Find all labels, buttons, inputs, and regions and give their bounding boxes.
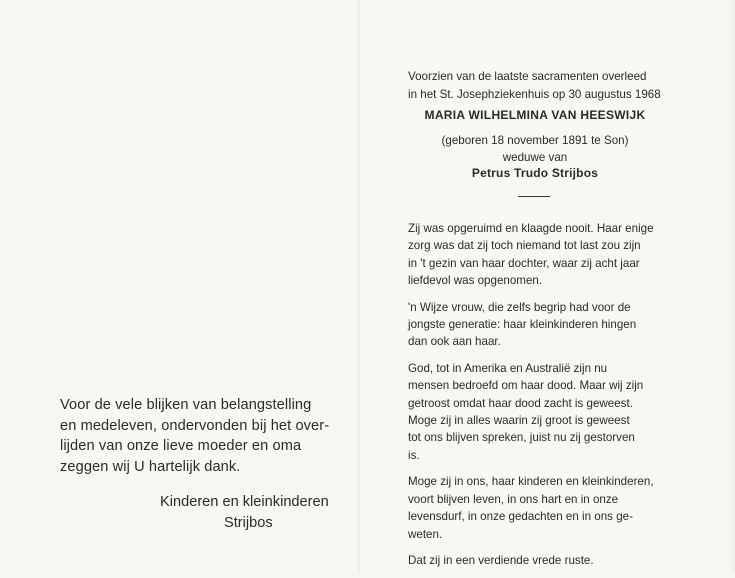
intro-line: in het St. Josephziekenhuis op 30 augustus 1968	[408, 87, 661, 101]
thanks-line: zeggen wij U hartelijk dank.	[60, 458, 241, 475]
tribute-paragraph	[408, 299, 720, 351]
tribute-line: Zij was opgeruimd en klaagde nooit. Haar enige	[408, 222, 654, 235]
tribute-line: jongste generatie: haar kleinkinderen hingen	[408, 318, 637, 332]
tribute-line: getroost omdat haar dood zacht is geweest.	[408, 396, 633, 410]
tribute-text	[408, 220, 720, 578]
birth-line: (geboren 18 november 1891 te Son)	[441, 134, 629, 147]
tribute-line: weten.	[408, 527, 443, 541]
tribute-line: 'n Wijze vrouw, die zelfs begrip had voor de	[408, 300, 631, 314]
tribute-paragraph	[408, 473, 720, 543]
tribute-line: levensdurf, in onze gedachten en in ons ge-	[408, 510, 633, 524]
tribute-line: mensen bedroefd om haar dood. Maar wij zijn	[408, 379, 644, 393]
divider-rule	[518, 196, 550, 197]
family-signature	[160, 492, 350, 533]
thank-you-message	[60, 395, 350, 477]
deceased-name: MARIA WILHELMINA VAN HEESWIJK	[424, 108, 646, 122]
tribute-line: Moge zij in ons, haar kinderen en kleinkinderen,	[408, 475, 654, 489]
thanks-line: Voor de vele blijken van belangstelling	[60, 397, 312, 413]
tribute-line: tot ons blijven spreken, juist nu zij gestorven	[408, 431, 635, 445]
card-edge	[729, 0, 735, 572]
birth-details	[405, 132, 665, 166]
tribute-line: zorg was dat zij toch niemand tot last zou zijn	[408, 239, 641, 253]
tribute-line: liefdevol was opgenomen.	[408, 274, 543, 288]
intro-line	[408, 68, 728, 86]
signature-line: Kinderen en kleinkinderen	[160, 494, 329, 510]
thanks-line: lijden van onze lieve moeder en oma	[60, 438, 302, 454]
tribute-line: Moge zij in alles waarin zij groot is geweest	[408, 414, 630, 428]
widow-line: weduwe van	[502, 151, 568, 164]
tribute-paragraph	[408, 220, 720, 290]
tribute-line: voort blijven leven, in ons hart en in onze	[408, 492, 619, 506]
spouse-name: Petrus Trudo Strijbos	[471, 166, 599, 180]
thanks-line: en medeleven, ondervonden bij het over-	[60, 417, 330, 434]
tribute-line: in 't gezin van haar dochter, waar zij acht jaar	[408, 256, 640, 270]
tribute-line: Dat zij in een verdiende vrede ruste.	[408, 553, 594, 567]
tribute-line: dan ook aan haar.	[408, 335, 501, 349]
card-fold	[358, 0, 360, 572]
death-announcement	[408, 68, 728, 103]
tribute-line: God, tot in Amerika en Australië zijn nu	[408, 361, 608, 375]
intro-text: Voorzien van de laatste sacramenten overleed	[408, 70, 647, 83]
signature-line: Strijbos	[224, 514, 273, 531]
tribute-paragraph	[408, 552, 720, 569]
tribute-paragraph	[408, 360, 720, 464]
tribute-line: is.	[408, 448, 420, 462]
